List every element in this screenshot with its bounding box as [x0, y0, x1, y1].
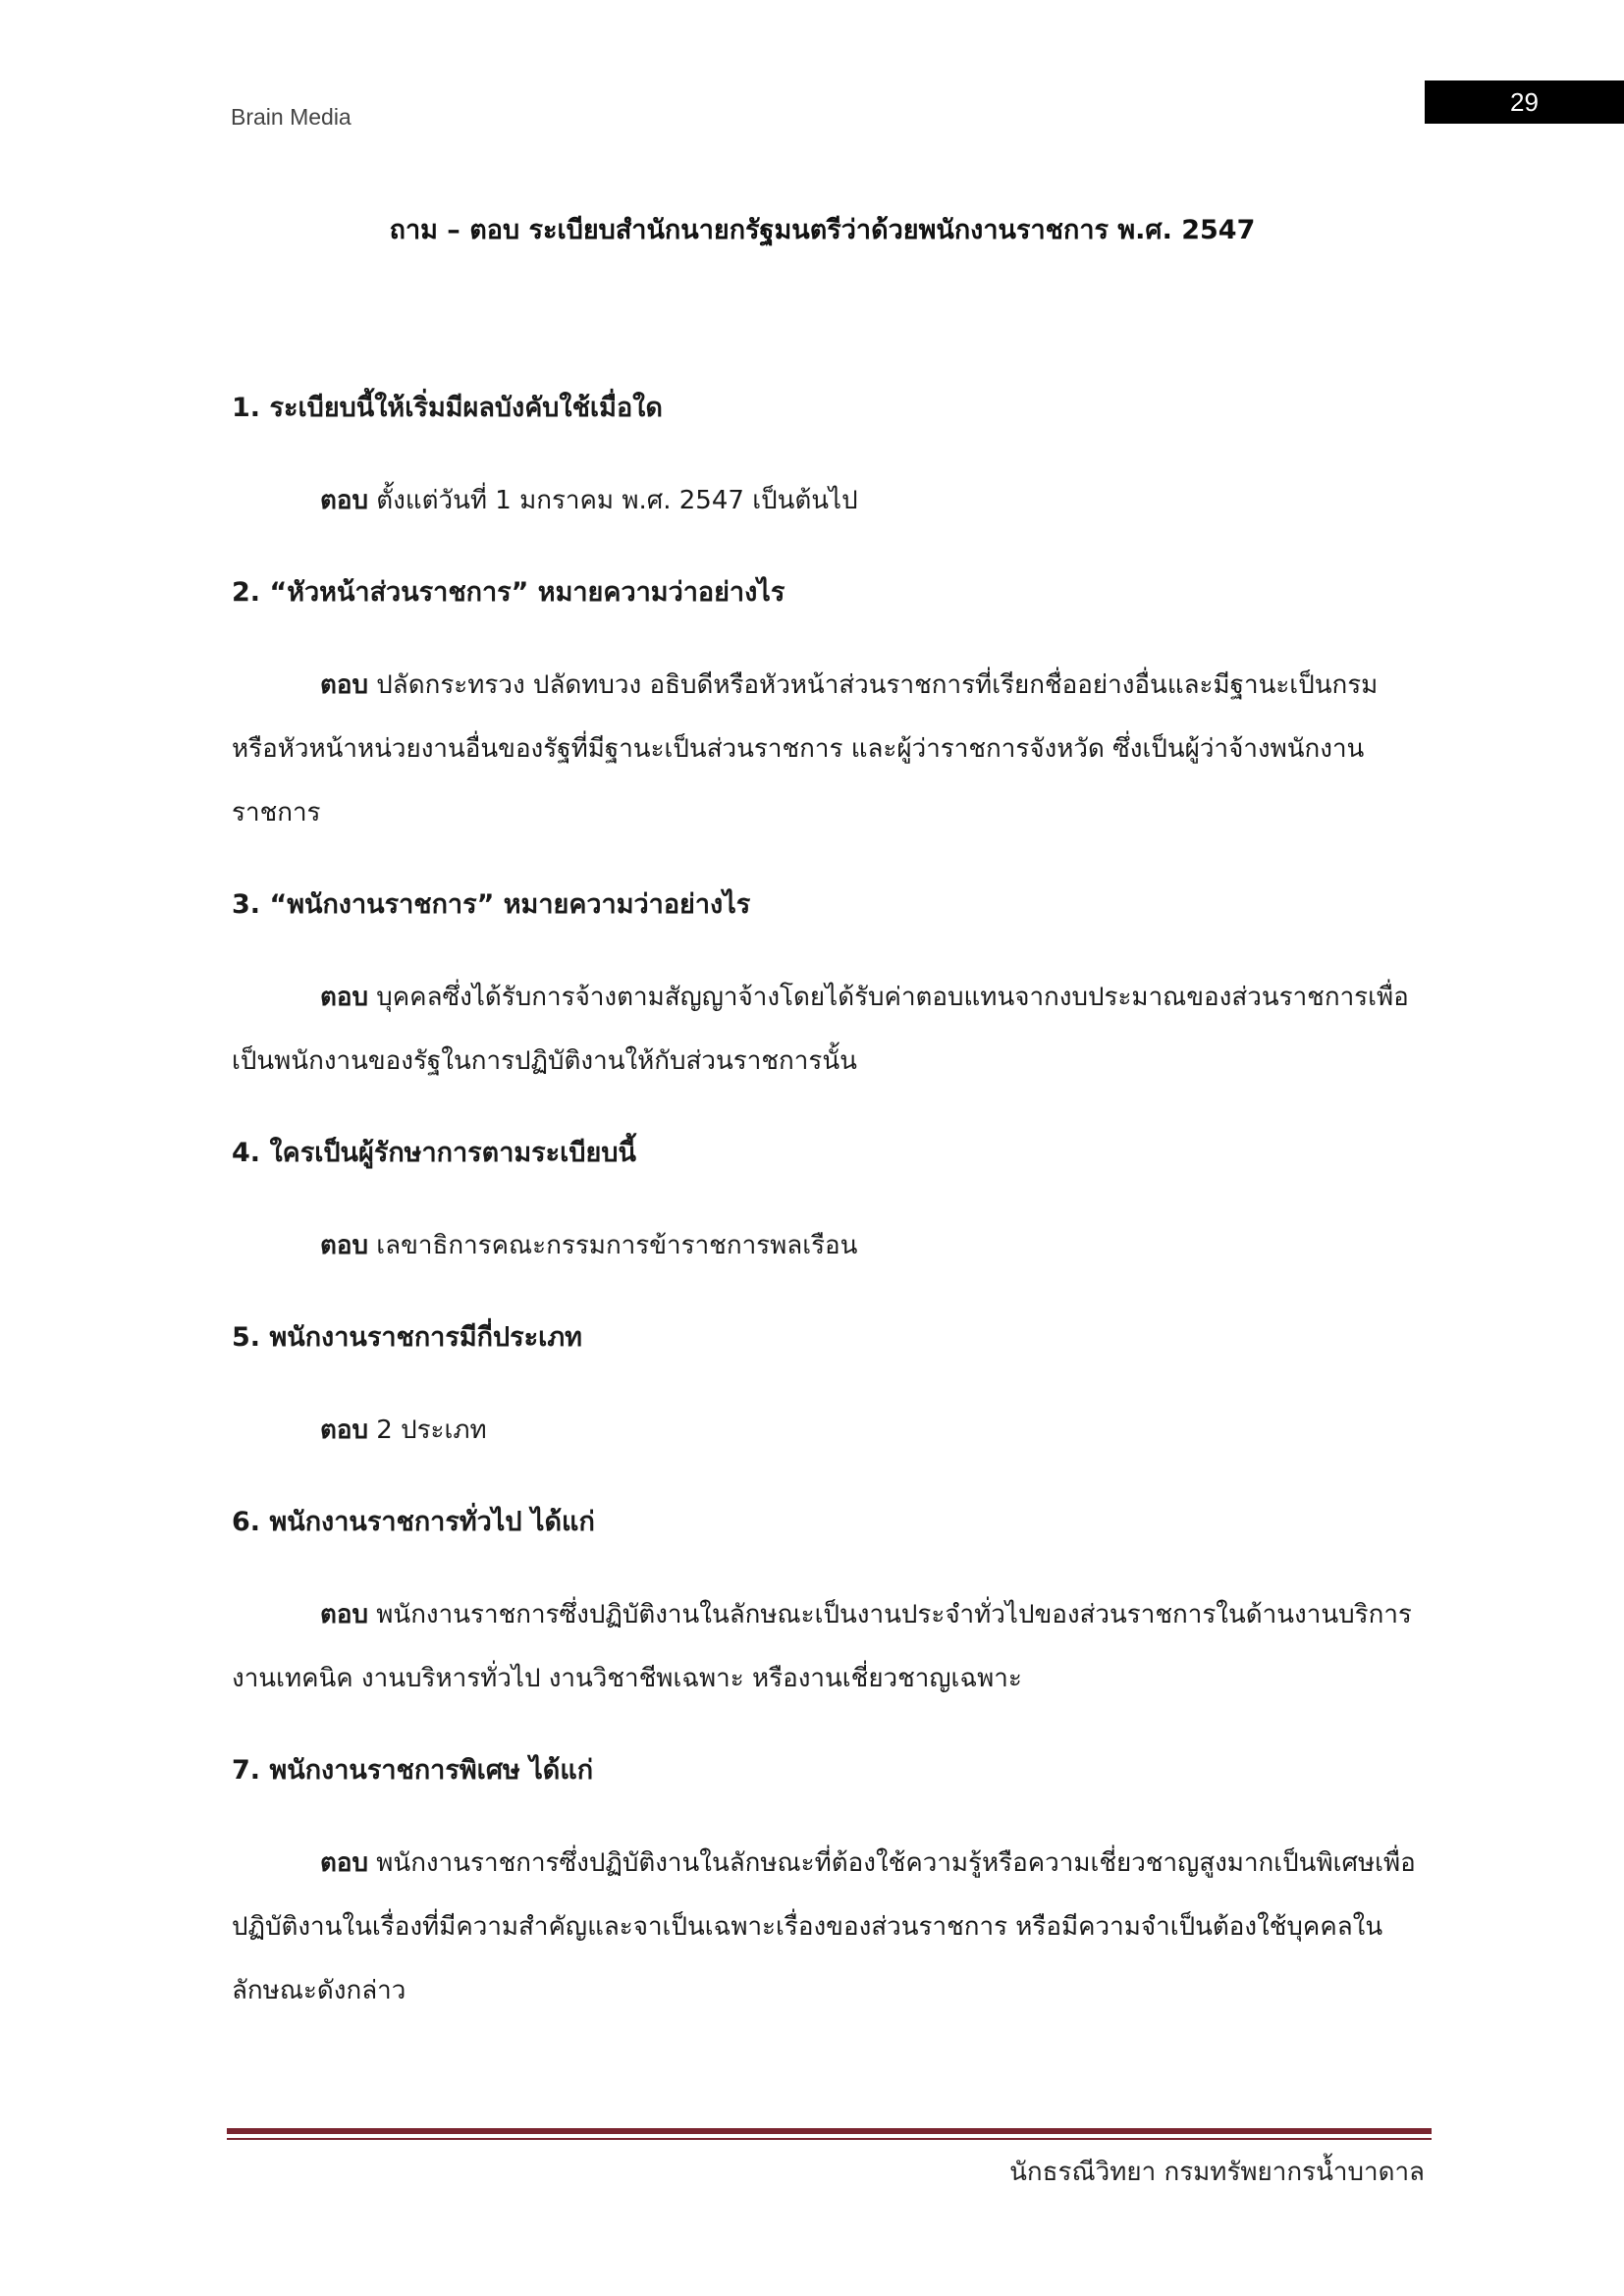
qa-item-3: [232, 885, 1430, 1094]
question: 4. ใครเป็นผู้รักษาการตามระเบียบนี้: [232, 1138, 636, 1168]
answer: [232, 654, 1430, 845]
answer-label: ตอบ: [320, 1231, 369, 1260]
question: 6. พนักงานราชการทั่วไป ได้แก่: [232, 1507, 595, 1537]
answer-label: ตอบ: [320, 1848, 369, 1878]
answer: [232, 469, 1430, 533]
qa-item-5: [232, 1318, 1430, 1463]
qa-item-4: [232, 1134, 1430, 1278]
answer: [232, 1583, 1430, 1711]
footer-divider: [227, 2128, 1432, 2134]
question: 5. พนักงานราชการมีกี่ประเภท: [232, 1322, 582, 1353]
answer-text: ปลัดกระทรวง ปลัดทบวง อธิบดีหรือหัวหน้าส่วนราชการที่เรียกชื่ออย่างอื่นและมีฐานะเป็นกรม หรือหัวหน้าหน่วยงานอื่นของรัฐที่มีฐานะเป็นส่วนราชการ และผู้ว่าราชการจังหวัด ซึ่งเป็นผู้ว่าจ้างพนักงานราชการ: [232, 670, 1379, 828]
answer-label: ตอบ: [320, 486, 369, 515]
header-brand: Brain Media: [231, 104, 352, 130]
qa-item-6: [232, 1503, 1430, 1711]
answer: [232, 966, 1430, 1094]
answer-text: 2 ประเภท: [368, 1415, 487, 1445]
answer-label: ตอบ: [320, 670, 369, 700]
question: 2. “หัวหน้าส่วนราชการ” หมายความว่าอย่างไร: [232, 577, 785, 608]
answer-label: ตอบ: [320, 983, 369, 1012]
qa-item-7: [232, 1751, 1430, 2023]
answer-label: ตอบ: [320, 1415, 369, 1445]
footer-divider-thin: [227, 2138, 1432, 2140]
qa-item-1: [232, 389, 1430, 533]
question: 1. ระเบียบนี้ให้เริ่มมีผลบังคับใช้เมื่อใด: [232, 393, 663, 423]
answer-text: บุคคลซึ่งได้รับการจ้างตามสัญญาจ้างโดยได้รับค่าตอบแทนจากงบประมาณของส่วนราชการเพื่อเป็นพนักงานของรัฐในการปฏิบัติงานให้กับส่วนราชการนั้น: [232, 983, 1409, 1076]
answer-label: ตอบ: [320, 1600, 369, 1629]
qa-list: [232, 389, 1430, 2063]
answer-text: พนักงานราชการซึ่งปฏิบัติงานในลักษณะเป็นงานประจำทั่วไปของส่วนราชการในด้านงานบริการ งานเทคนิค งานบริหารทั่วไป งานวิชาชีพเฉพาะ หรืองานเชี่ยวชาญเฉพาะ: [232, 1600, 1412, 1693]
qa-item-2: [232, 573, 1430, 845]
page-number-badge: [1425, 80, 1624, 124]
answer-text: เลขาธิการคณะกรรมการข้าราชการพลเรือน: [368, 1231, 858, 1260]
answer: [232, 1832, 1430, 2023]
answer-text: ตั้งแต่วันที่ 1 มกราคม พ.ศ. 2547 เป็นต้นไป: [368, 486, 858, 515]
page-number: 29: [1510, 86, 1539, 117]
answer: [232, 1214, 1430, 1278]
page-title: ถาม – ตอบ ระเบียบสำนักนายกรัฐมนตรีว่าด้วยพนักงานราชการ พ.ศ. 2547: [389, 215, 1256, 245]
question: 7. พนักงานราชการพิเศษ ได้แก่: [232, 1755, 594, 1786]
footer-text: นักธรณีวิทยา กรมทรัพยากรน้ำบาดาล: [1009, 2158, 1425, 2187]
answer: [232, 1399, 1430, 1463]
question: 3. “พนักงานราชการ” หมายความว่าอย่างไร: [232, 889, 751, 920]
answer-text: พนักงานราชการซึ่งปฏิบัติงานในลักษณะที่ต้องใช้ความรู้หรือความเชี่ยวชาญสูงมากเป็นพิเศษเพื่อปฏิบัติงานในเรื่องที่มีความสำคัญและจาเป็นเฉพาะเรื่องของส่วนราชการ หรือมีความจำเป็นต้องใช้บุคคลในลักษณะดังกล่าว: [232, 1848, 1416, 2005]
